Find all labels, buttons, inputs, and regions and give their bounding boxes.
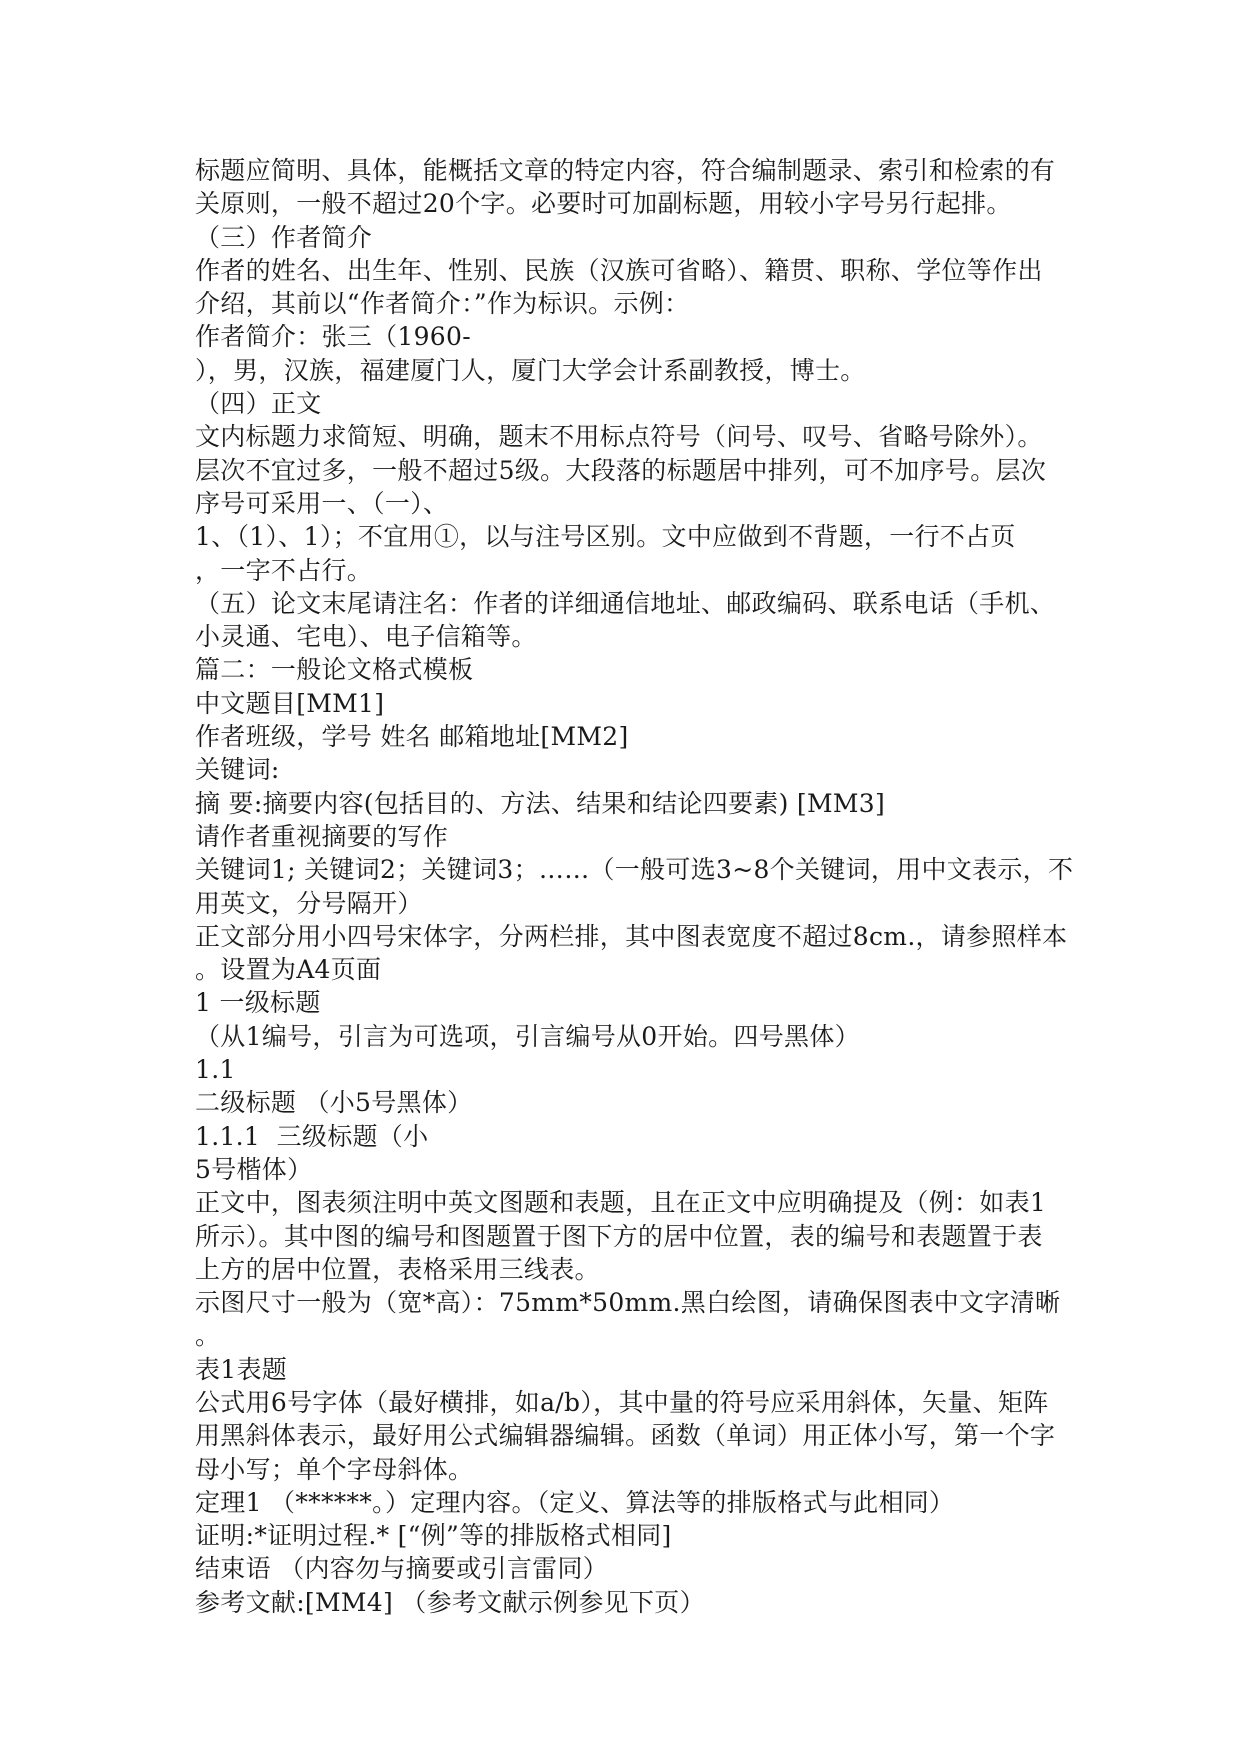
text-line: 。设置为A4页面 [195, 955, 382, 985]
text-line: 1.1 [195, 1055, 236, 1085]
text-line: 正文部分用小四号宋体字，分两栏排，其中图表宽度不超过8cm.，请参照样本 [195, 921, 1068, 951]
text-line: 证明:*证明过程.* [“例”等的排版格式相同] [195, 1521, 672, 1551]
text-line: 摘 要:摘要内容(包括目的、方法、结果和结论四要素) [MM3] [195, 788, 886, 818]
section-heading-body: （四）正文 [195, 389, 322, 419]
text-line: 关键词: [195, 755, 280, 785]
text-line: 请作者重视摘要的写作 [195, 821, 449, 851]
text-line: 上方的居中位置，表格采用三线表。 [195, 1254, 600, 1284]
text-line: 1 一级标题 [195, 988, 321, 1018]
text-line: 二级标题 （小5号黑体） [195, 1088, 473, 1118]
text-line: 中文题目[MM1] [195, 688, 385, 718]
text-line: 参考文献:[MM4] （参考文献示例参见下页） [195, 1587, 705, 1617]
text-line: 公式用6号字体（最好横排，如a/b），其中量的符号应采用斜体，矢量、矩阵 [195, 1387, 1049, 1417]
text-line: 所示）。其中图的编号和图题置于图下方的居中位置，表的编号和表题置于表 [195, 1221, 1043, 1251]
text-line: 用黑斜体表示，最好用公式编辑器编辑。函数（单词）用正体小写，第一个字 [195, 1421, 1056, 1451]
text-line: 文内标题力求简短、明确，题末不用标点符号（问号、叹号、省略号除外）。 [195, 422, 1043, 452]
text-line: 母小写；单个字母斜体。 [195, 1454, 474, 1484]
text-line: 定理1 （******。）定理内容。（定义、算法等的排版格式与此相同） [195, 1487, 955, 1517]
text-line: 关键词1; 关键词2；关键词3；……（一般可选3~8个关键词，用中文表示，不 [195, 855, 1074, 885]
text-line: 正文中，图表须注明中英文图题和表题，且在正文中应明确提及（例：如表1 [195, 1188, 1047, 1218]
text-line: 1.1.1 三级标题（小 [195, 1121, 429, 1151]
text-line: 关原则，一般不超过20个字。必要时可加副标题，用较小字号另行起排。 [195, 189, 1012, 219]
text-line: 用英文，分号隔开） [195, 888, 423, 918]
text-line: 示图尺寸一般为（宽*高）：75mm*50mm.黑白绘图，请确保图表中文字清晰 [195, 1288, 1061, 1318]
text-line: 作者简介：张三（1960- [195, 322, 471, 352]
text-line: 小灵通、宅电）、电子信箱等。 [195, 622, 537, 652]
part-heading: 篇二：一般论文格式模板 [195, 655, 474, 685]
section-heading-author-intro: （三）作者简介 [195, 222, 373, 252]
text-line: 作者班级，学号 姓名 邮箱地址[MM2] [195, 722, 629, 752]
text-line: 标题应简明、具体，能概括文章的特定内容，符合编制题录、索引和检索的有 [195, 156, 1056, 185]
text-line: 。 [195, 1321, 221, 1351]
section-heading-ending-note: （五）论文末尾请注名：作者的详细通信地址、邮政编码、联系电话（手机、 [195, 588, 1056, 618]
text-line: 介绍，其前以“作者简介：”作为标识。示例： [195, 289, 690, 319]
text-line: 表1表题 [195, 1354, 288, 1384]
text-line: （从1编号，引言为可选项，引言编号从0开始。四号黑体） [195, 1021, 860, 1051]
text-line: 作者的姓名、出生年、性别、民族（汉族可省略）、籍贯、职称、学位等作出 [195, 255, 1043, 285]
text-line: 结束语 （内容勿与摘要或引言雷同） [195, 1554, 609, 1584]
text-line: 层次不宜过多，一般不超过5级。大段落的标题居中排列，可不加序号。层次 [195, 455, 1047, 485]
text-line: 5号楷体） [195, 1154, 313, 1184]
text-line: ），男，汉族，福建厦门人，厦门大学会计系副教授，博士。 [195, 355, 866, 385]
text-line: 1、（1）、1）；不宜用①，以与注号区别。文中应做到不背题，一行不占页 [195, 522, 1016, 552]
text-line: ，一字不占行。 [195, 555, 373, 585]
text-line: 序号可采用一、（一）、 [195, 488, 449, 518]
document-page [195, 154, 1074, 1619]
